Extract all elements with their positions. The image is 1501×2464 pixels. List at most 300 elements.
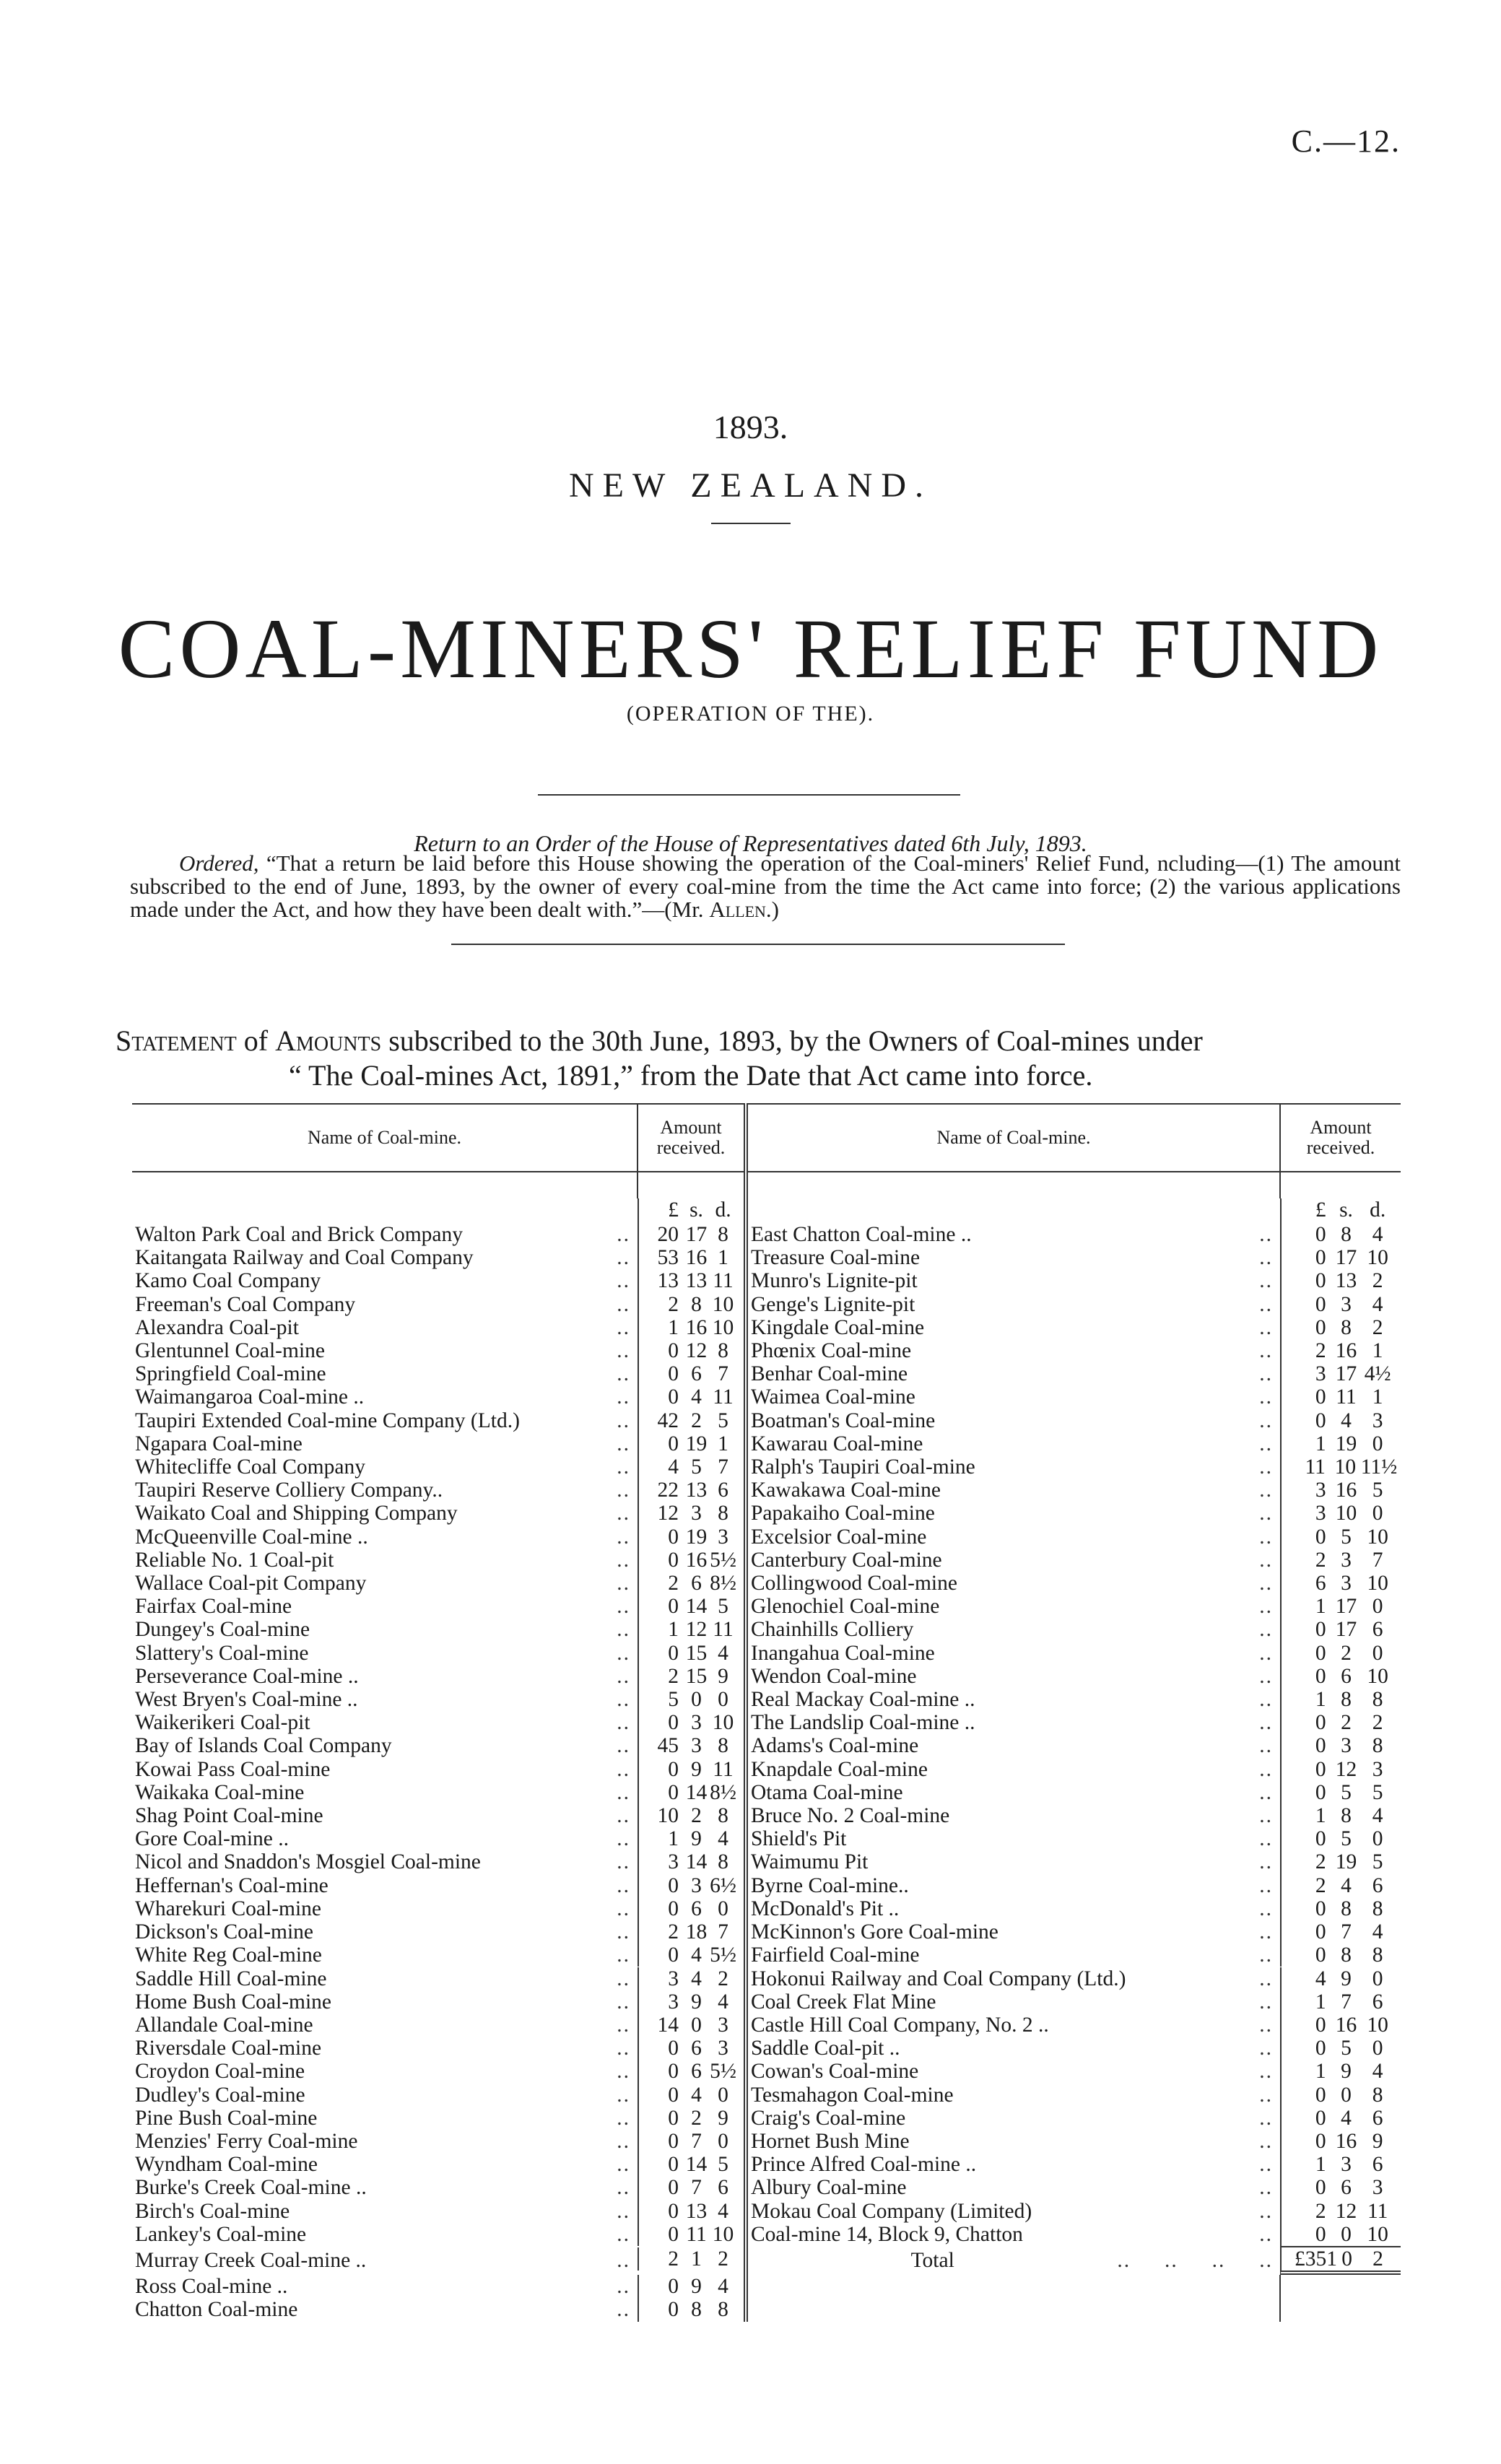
- mine-name: Bay of Islands Coal Company: [135, 1734, 392, 1758]
- amount-pence: 4: [718, 2275, 728, 2299]
- mine-name-cell: [746, 2130, 1280, 2153]
- amount-cell: [638, 1432, 744, 1455]
- amount-pence: 0: [718, 1688, 728, 1712]
- amount-pounds: 0: [1315, 2083, 1326, 2107]
- table-row: [132, 1409, 1401, 1432]
- amount-shillings: 4: [691, 1967, 702, 1990]
- mine-name-cell: [746, 1246, 1280, 1269]
- leader-dots: ..: [617, 1688, 630, 1712]
- mine-name: Bruce No. 2 Coal-mine: [751, 1804, 950, 1828]
- mine-name-cell: [746, 1549, 1280, 1572]
- table-row: [132, 1642, 1401, 1665]
- amount-pence: 1: [718, 1246, 728, 1270]
- amount-pounds: 0: [1315, 1525, 1326, 1549]
- mine-name: Glentunnel Coal-mine: [135, 1339, 325, 1363]
- amount-pounds: 1: [1315, 1990, 1326, 2014]
- amount-pounds: 0: [668, 2129, 679, 2153]
- mine-name: Wallace Coal-pit Company: [135, 1572, 367, 1595]
- mine-name-cell: [746, 2200, 1280, 2223]
- amount-shillings: 17: [1335, 1362, 1357, 1386]
- amount-pounds: 1: [1315, 2060, 1326, 2084]
- page-title: COAL-MINERS' RELIEF FUND: [118, 601, 1383, 696]
- amount-pounds: 0: [668, 2106, 679, 2130]
- mine-name-cell: [746, 1897, 1280, 1920]
- amount-cell: [1280, 1874, 1401, 1897]
- mine-name: Waimangaroa Coal-mine ..: [135, 1385, 365, 1409]
- amount-cell: [1280, 1781, 1401, 1804]
- amount-pence: 0: [1372, 1432, 1383, 1455]
- table-row: [132, 1943, 1401, 1967]
- mine-name-cell: [132, 2060, 638, 2083]
- mine-name-cell: [746, 1362, 1280, 1385]
- statement-heading: [116, 1024, 1401, 1093]
- amount-cell: [638, 1688, 744, 1711]
- mine-name: Dickson's Coal-mine: [135, 1920, 314, 1944]
- amount-shillings: 4: [691, 2083, 702, 2107]
- amount-pounds: 4: [1315, 1967, 1326, 1990]
- leader-dots: .. .. .. ..: [1117, 2248, 1273, 2272]
- amount-cell: [638, 2037, 744, 2060]
- amount-shillings: 3: [1341, 1734, 1352, 1758]
- mine-name: McQueenville Coal-mine ..: [135, 1525, 368, 1549]
- leader-dots: ..: [617, 2153, 630, 2177]
- mine-name-cell: [132, 2223, 638, 2246]
- total-pence: 2: [1372, 2247, 1383, 2271]
- mine-name: Prince Alfred Coal-mine ..: [751, 2153, 977, 2177]
- mine-name: Alexandra Coal-pit: [135, 1315, 299, 1339]
- amount-pounds: 2: [1315, 1873, 1326, 1897]
- amount-pence: 6: [718, 1479, 728, 1502]
- mine-name: Kaitangata Railway and Coal Company: [135, 1246, 474, 1270]
- leader-dots: ..: [1259, 1572, 1273, 1595]
- leader-dots: ..: [617, 1385, 630, 1409]
- amount-cell: [638, 1293, 744, 1316]
- amount-pence: 9: [718, 2106, 728, 2130]
- amount-pounds: 0: [1315, 1618, 1326, 1642]
- leader-dots: ..: [617, 1757, 630, 1781]
- amount-cell: [638, 2275, 744, 2298]
- mine-name: Home Bush Coal-mine: [135, 1990, 332, 2014]
- units-left: £ s. d.: [638, 1198, 744, 1223]
- amount-cell: [1280, 1827, 1401, 1850]
- leader-dots: ..: [617, 1362, 630, 1386]
- mine-name: Wharekuri Coal-mine: [135, 1897, 322, 1920]
- country-heading: NEW ZEALAND.: [568, 466, 933, 505]
- leader-dots: ..: [617, 2129, 630, 2153]
- mine-name-cell: [746, 1409, 1280, 1432]
- amount-shillings: 3: [691, 1711, 702, 1735]
- amount-shillings: 4: [1341, 2106, 1352, 2130]
- table-row: [132, 1502, 1401, 1525]
- mine-name: Whitecliffe Coal Company: [135, 1455, 365, 1479]
- table-row: [132, 2084, 1401, 2107]
- amount-shillings: 5: [691, 1455, 702, 1479]
- mine-name: Papakaiho Coal-mine: [751, 1502, 935, 1525]
- amount-cell: [1280, 1455, 1401, 1479]
- mine-name-cell: [132, 1874, 638, 1897]
- amount-pence: 11½: [1360, 1455, 1398, 1479]
- amount-pence: 6: [1372, 1618, 1383, 1642]
- mine-name-cell: [746, 1269, 1280, 1292]
- mine-name-cell: [132, 2107, 638, 2130]
- amount-pence: 6½: [710, 1873, 736, 1897]
- amount-cell: [638, 1223, 744, 1246]
- table-row: [132, 2298, 1401, 2321]
- amount-shillings: 9: [691, 1990, 702, 2014]
- amount-cell: [1280, 1990, 1401, 2014]
- amount-shillings: 14: [685, 1850, 708, 1874]
- mine-name-cell: [132, 1642, 638, 1665]
- amount-cell: [1280, 1665, 1401, 1688]
- amount-pounds: 0: [668, 1641, 679, 1665]
- mine-name-cell: [132, 1479, 638, 1502]
- mine-name: Real Mackay Coal-mine ..: [751, 1688, 975, 1712]
- amount-pence: 5: [1372, 1850, 1383, 1874]
- amount-shillings: 12: [1335, 2199, 1357, 2223]
- mine-name-cell: [132, 1804, 638, 1827]
- table-row: [132, 2037, 1401, 2060]
- amount-pounds: 0: [1315, 1223, 1326, 1246]
- amount-pounds: 2: [668, 1664, 679, 1688]
- amount-shillings: 16: [685, 1548, 708, 1572]
- col-header-name-left: Name of Coal-mine.: [132, 1104, 638, 1172]
- mine-name: Murray Creek Coal-mine ..: [135, 2248, 367, 2272]
- amount-pence: 4: [718, 2199, 728, 2223]
- amount-shillings: 16: [1335, 2129, 1357, 2153]
- amount-pounds: 0: [1315, 1315, 1326, 1339]
- mine-name-cell: [746, 1502, 1280, 1525]
- amount-cell: [638, 1502, 744, 1525]
- amount-shillings: 7: [691, 2176, 702, 2200]
- mine-name-cell: [746, 1595, 1280, 1618]
- mine-name-cell: [132, 1850, 638, 1873]
- amount-cell: [638, 2176, 744, 2199]
- leader-dots: ..: [1259, 2060, 1273, 2084]
- amount-cell: [638, 1525, 744, 1549]
- amount-pounds: 0: [1315, 2129, 1326, 2153]
- amount-pounds: 2: [668, 1572, 679, 1595]
- leader-dots: ..: [617, 1827, 630, 1851]
- mine-name-cell: [746, 1758, 1280, 1781]
- amount-shillings: 6: [1341, 2176, 1352, 2200]
- amount-pounds: 0: [668, 2037, 679, 2060]
- amount-pounds: 22: [657, 1479, 679, 1502]
- leader-dots: ..: [1259, 1479, 1273, 1502]
- amount-pence: 5½: [710, 1548, 736, 1572]
- leader-dots: ..: [617, 1432, 630, 1455]
- amount-pence: 1: [1372, 1339, 1383, 1363]
- amount-pounds: 0: [1315, 1897, 1326, 1920]
- amount-shillings: 17: [1335, 1618, 1357, 1642]
- amount-pounds: 3: [668, 1850, 679, 1874]
- amount-pounds: 0: [1315, 1269, 1326, 1293]
- amount-cell: [638, 1758, 744, 1781]
- amount-cell: [1280, 2223, 1401, 2246]
- amount-shillings: 3: [691, 1502, 702, 1525]
- leader-dots: ..: [617, 1246, 630, 1270]
- units-right: £ s. d.: [1280, 1198, 1401, 1223]
- mine-name-cell: [132, 1711, 638, 1734]
- mine-name: Collingwood Coal-mine: [751, 1572, 957, 1595]
- leader-dots: ..: [617, 1897, 630, 1920]
- leader-dots: ..: [617, 1873, 630, 1897]
- mine-name: Waikerikeri Coal-pit: [135, 1711, 310, 1735]
- amount-cell: [638, 1734, 744, 1757]
- leader-dots: ..: [1259, 1618, 1273, 1642]
- amount-pounds: 2: [1315, 2199, 1326, 2223]
- table-row: [132, 1269, 1401, 1292]
- amount-pounds: 42: [657, 1409, 679, 1432]
- mine-name-cell: [746, 1455, 1280, 1479]
- mine-name-cell: [132, 1293, 638, 1316]
- leader-dots: ..: [1259, 1990, 1273, 2014]
- amount-shillings: 9: [691, 1757, 702, 1781]
- mine-name: Menzies' Ferry Coal-mine: [135, 2129, 358, 2153]
- mine-name: White Reg Coal-mine: [135, 1943, 322, 1967]
- amount-pence: 1: [1372, 1385, 1383, 1409]
- leader-dots: ..: [617, 2222, 630, 2246]
- table-row: [132, 1804, 1401, 1827]
- amount-pence: 10: [712, 1292, 734, 1316]
- amount-pounds: 13: [657, 1269, 679, 1293]
- amount-pence: 0: [718, 2129, 728, 2153]
- amount-cell: [638, 1479, 744, 1502]
- mine-name-cell: [132, 1432, 638, 1455]
- mine-name-cell: [132, 1665, 638, 1688]
- amount-pence: 0: [1372, 1641, 1383, 1665]
- amount-pence: 11: [1367, 2199, 1388, 2223]
- amount-pence: 8: [718, 1734, 728, 1758]
- amount-shillings: 11: [1336, 1385, 1357, 1409]
- mine-name: Pine Bush Coal-mine: [135, 2106, 318, 2130]
- amount-shillings: 3: [1341, 1572, 1352, 1595]
- table-body: [132, 1172, 1401, 2322]
- total-label: Total: [910, 2248, 954, 2272]
- amount-pounds: 0: [1315, 1711, 1326, 1735]
- table-row: [132, 1618, 1401, 1641]
- leader-dots: ..: [1259, 1688, 1273, 1712]
- mine-name: Adams's Coal-mine: [751, 1734, 919, 1758]
- mine-name: Waimea Coal-mine: [751, 1385, 915, 1409]
- amount-cell: [638, 1897, 744, 1920]
- table-row: [132, 1665, 1401, 1688]
- table-row: [132, 1781, 1401, 1804]
- amount-cell: [638, 1920, 744, 1943]
- amount-pence: 5: [1372, 1479, 1383, 1502]
- amount-shillings: 12: [685, 1339, 708, 1363]
- mine-name-cell: [132, 1269, 638, 1292]
- amount-cell: [638, 1850, 744, 1873]
- amount-pounds: 3: [1315, 1502, 1326, 1525]
- mine-name: Byrne Coal-mine..: [751, 1873, 909, 1897]
- amount-cell: [638, 1595, 744, 1618]
- mine-name-cell: [746, 1781, 1280, 1804]
- amount-pounds: 0: [1315, 1385, 1326, 1409]
- table-row: [132, 2246, 1401, 2275]
- leader-dots: ..: [1259, 1850, 1273, 1874]
- amount-pounds: 0: [668, 1548, 679, 1572]
- amount-pounds: 0: [668, 2153, 679, 2177]
- amount-cell: [1280, 2153, 1401, 2176]
- amount-shillings: 4: [691, 1943, 702, 1967]
- leader-dots: ..: [1259, 1897, 1273, 1920]
- year-heading: 1893.: [713, 409, 788, 445]
- order-text: “That a return be laid before this House showing the operation of the Coal-miners' Relief Fund, ncluding—(1) The amount subscribed to the end of June, 1893, by the owner of every coal-mine from the time the Act came into force; (2) the various applications made under the Act, and how they have been dealt with.”—(Mr.: [130, 850, 1401, 922]
- amount-shillings: 16: [1335, 2013, 1357, 2037]
- amount-cell: [638, 1385, 744, 1409]
- mine-name: Riversdale Coal-mine: [135, 2037, 322, 2060]
- amount-shillings: 2: [691, 1409, 702, 1432]
- mine-name: Gore Coal-mine ..: [135, 1827, 289, 1851]
- table-row: [132, 1595, 1401, 1618]
- amount-pence: 0: [1372, 2037, 1383, 2060]
- mine-name-cell: [132, 1827, 638, 1850]
- mine-name-cell: [132, 1688, 638, 1711]
- amount-shillings: 4: [691, 1385, 702, 1409]
- amount-pence: 8: [718, 1804, 728, 1828]
- leader-dots: ..: [617, 2248, 630, 2272]
- amount-pence: 4: [1372, 1804, 1383, 1828]
- mine-name: Coal Creek Flat Mine: [751, 1990, 936, 2014]
- amount-shillings: 8: [691, 2298, 702, 2322]
- amount-cell: [638, 1990, 744, 2014]
- mine-name-cell: [132, 2153, 638, 2176]
- leader-dots: ..: [617, 1804, 630, 1828]
- amount-pence: 8½: [710, 1572, 736, 1595]
- total-pounds: £351: [1295, 2247, 1337, 2271]
- mine-name: The Landslip Coal-mine ..: [751, 1711, 975, 1735]
- amount-pounds: 0: [668, 1362, 679, 1386]
- leader-dots: ..: [1259, 1548, 1273, 1572]
- amount-pence: 4: [1372, 1920, 1383, 1944]
- amount-cell: [1280, 1642, 1401, 1665]
- amount-cell: [1280, 2107, 1401, 2130]
- amount-pounds: 20: [657, 1223, 679, 1246]
- leader-dots: ..: [617, 1455, 630, 1479]
- table-row: [132, 2060, 1401, 2083]
- amount-pounds: 2: [668, 1920, 679, 1944]
- amount-pence: 11: [713, 1269, 734, 1293]
- mine-name: Tesmahagon Coal-mine: [751, 2083, 954, 2107]
- table-row: [132, 1758, 1401, 1781]
- amount-shillings: 17: [1335, 1246, 1357, 1270]
- amount-pounds: 0: [668, 2083, 679, 2107]
- statement-line1-rest: subscribed to the 30th June, 1893, by the Owners of Coal-mines under: [381, 1024, 1203, 1057]
- amount-cell: [1280, 1734, 1401, 1757]
- mine-name-cell: [132, 2014, 638, 2037]
- mine-name: Knapdale Coal-mine: [751, 1757, 928, 1781]
- statement-word: Statement: [116, 1024, 237, 1057]
- table-row: [132, 1246, 1401, 1269]
- mine-name: Reliable No. 1 Coal-pit: [135, 1548, 334, 1572]
- amount-pence: 10: [1367, 2013, 1388, 2037]
- amount-pence: 6: [1372, 1873, 1383, 1897]
- table-row: [132, 1572, 1401, 1595]
- mine-name-cell: [746, 1665, 1280, 1688]
- amount-cell: [638, 2223, 744, 2246]
- leader-dots: ..: [617, 1525, 630, 1549]
- amount-shillings: 4: [1341, 1873, 1352, 1897]
- amount-pence: 5: [1372, 1780, 1383, 1804]
- amount-pounds: 0: [1315, 1409, 1326, 1432]
- amount-pence: 4: [718, 1827, 728, 1851]
- order-divider: [451, 944, 1065, 945]
- mine-name-cell: [132, 1455, 638, 1479]
- amount-cell: [638, 2130, 744, 2153]
- amount-cell: [1280, 1920, 1401, 1943]
- mine-name-cell: [132, 1549, 638, 1572]
- amount-pence: 5: [718, 2153, 728, 2177]
- amount-cell: [638, 2107, 744, 2130]
- amount-cell: [638, 1409, 744, 1432]
- amount-shillings: 0: [691, 2013, 702, 2037]
- mine-name: Kowai Pass Coal-mine: [135, 1757, 331, 1781]
- mine-name: Birch's Coal-mine: [135, 2199, 290, 2223]
- leader-dots: ..: [617, 1479, 630, 1502]
- amount-pounds: 0: [1315, 1734, 1326, 1758]
- amount-cell: [1280, 1850, 1401, 1873]
- leader-dots: ..: [1259, 2176, 1273, 2200]
- mine-name: Heffernan's Coal-mine: [135, 1873, 329, 1897]
- mine-name-cell: [746, 1525, 1280, 1549]
- leader-dots: ..: [617, 1664, 630, 1688]
- amount-pence: 11: [713, 1385, 734, 1409]
- amount-cell: [1280, 1316, 1401, 1339]
- mine-name-cell: [746, 1827, 1280, 1850]
- amount-cell: [1280, 1804, 1401, 1827]
- amount-shillings: 2: [1341, 1711, 1352, 1735]
- mine-name: West Bryen's Coal-mine ..: [135, 1688, 358, 1712]
- col-header-name-right: Name of Coal-mine.: [746, 1104, 1280, 1172]
- table-row: [132, 1967, 1401, 1990]
- table-row: [132, 1827, 1401, 1850]
- amount-pence: 9: [718, 1664, 728, 1688]
- amount-pounds: 0: [1315, 2222, 1326, 2246]
- leader-dots: ..: [1259, 1525, 1273, 1549]
- table-row: [132, 1223, 1401, 1246]
- table-row: [132, 1549, 1401, 1572]
- amount-pounds: 1: [668, 1618, 679, 1642]
- amount-pounds: 0: [668, 1525, 679, 1549]
- mine-name: Walton Park Coal and Brick Company: [135, 1223, 463, 1246]
- amount-cell: [1280, 1293, 1401, 1316]
- mine-name: Phœnix Coal-mine: [751, 1339, 912, 1363]
- amount-shillings: 6: [691, 2060, 702, 2084]
- table-row: [132, 1920, 1401, 1943]
- leader-dots: ..: [1259, 2106, 1273, 2130]
- amount-pounds: 6: [1315, 1572, 1326, 1595]
- mine-name-cell: [746, 2176, 1280, 2199]
- table-row: [132, 1990, 1401, 2014]
- table-row: [132, 2200, 1401, 2223]
- amount-cell: [1280, 1967, 1401, 1990]
- mine-name: Fairfield Coal-mine: [751, 1943, 920, 1967]
- leader-dots: ..: [1259, 1502, 1273, 1525]
- amount-shillings: 6: [691, 1362, 702, 1386]
- amount-cell: [1280, 1711, 1401, 1734]
- leader-dots: ..: [617, 1850, 630, 1874]
- amount-pence: 0: [718, 2083, 728, 2107]
- amount-shillings: 0: [691, 1688, 702, 1712]
- mine-name-cell: [132, 1734, 638, 1757]
- table-row: [132, 1897, 1401, 1920]
- mine-name-cell: [132, 1595, 638, 1618]
- amount-pence: 6: [1372, 2106, 1383, 2130]
- amount-pounds: 0: [668, 1432, 679, 1455]
- mine-name: Ross Coal-mine ..: [135, 2275, 288, 2299]
- amount-pence: 3: [718, 2037, 728, 2060]
- amount-pence: 4: [1372, 2060, 1383, 2084]
